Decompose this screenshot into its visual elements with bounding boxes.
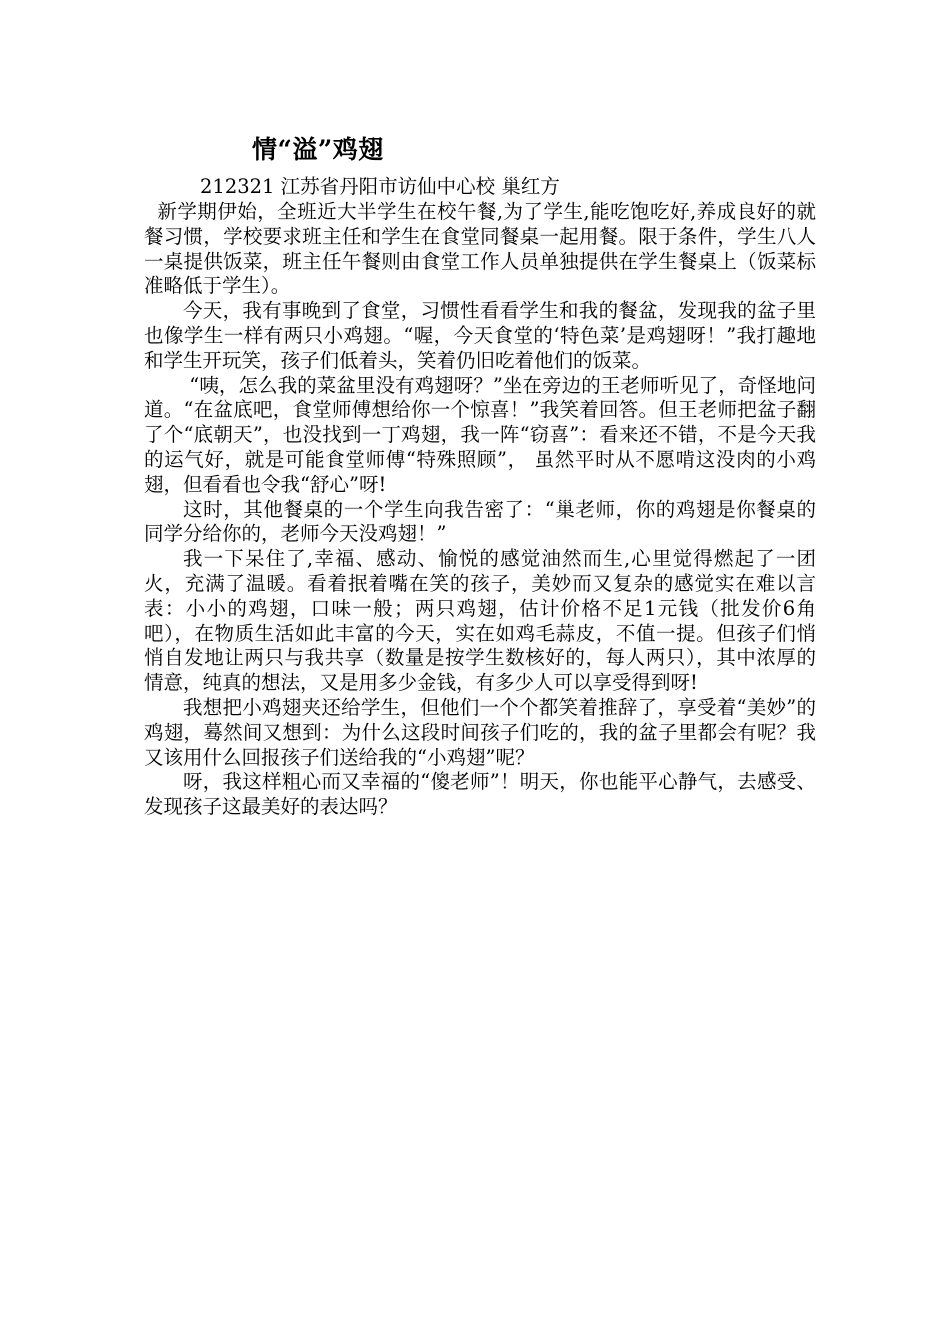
paragraph: 我想把小鸡翅夹还给学生，但他们一个个都笑着推辞了，享受着“美妙”的鸡翅，蓦然间又想到：为什么这段时间孩子们吃的，我的盆子里都会有呢？我又该用什么回报孩子们送给我的“小鸡翅”呢？ [144, 695, 816, 769]
paragraph: 我一下呆住了,幸福、感动、愉悦的感觉油然而生,心里觉得燃起了一团火，充满了温暖。看着抿着嘴在笑的孩子，美妙而又复杂的感觉实在难以言表：小小的鸡翅，口味一般；两只鸡翅，估计价格不足1元钱（批发价6角吧），在物质生活如此丰富的今天，实在如鸡毛蒜皮，不值一提。但孩子们悄悄自发地让两只与我共享（数量是按学生数核好的，每人两只），其中浓厚的情意，纯真的想法，又是用多少金钱，有多少人可以享受得到呀! [144, 547, 816, 695]
author-byline: 212321 江苏省丹阳市访仙中心校 巢红方 [200, 175, 560, 198]
paragraph: 今天，我有事晚到了食堂，习惯性看看学生和我的餐盆，发现我的盆子里也像学生一样有两只小鸡翅。“喔，今天食堂的‘特色菜’是鸡翅呀！”我打趣地和学生开玩笑，孩子们低着头，笑着仍旧吃着他们的饭菜。 [144, 299, 816, 372]
paragraph: “咦，怎么我的菜盆里没有鸡翅呀？”坐在旁边的王老师听见了，奇怪地问道。“在盆底吧，食堂师傅想给你一个惊喜！”我笑着回答。但王老师把盆子翻了个“底朝天”，也没找到一丁鸡翅，我一阵“窃喜”：看来还不错，不是今天我的运气好，就是可能食堂师傅“特殊照顾”， 虽然平时从不愿啃这没肉的小鸡翅，但看看也令我“舒心”呀! [144, 373, 816, 496]
article-title: 情“溢”鸡翅 [252, 135, 384, 164]
paragraph: 这时，其他餐桌的一个学生向我告密了：“巢老师，你的鸡翅是你餐桌的同学分给你的，老师今天没鸡翅！” [144, 497, 816, 546]
paragraph: 呀，我这样粗心而又幸福的“傻老师”！明天，你也能平心静气，去感受、发现孩子这最美好的表达吗？ [144, 770, 816, 819]
paragraph: 新学期伊始，全班近大半学生在校午餐,为了学生,能吃饱吃好,养成良好的就餐习惯，学校要求班主任和学生在食堂同餐桌一起用餐。限于条件，学生八人一桌提供饭菜，班主任午餐则由食堂工作人员单独提供在学生餐桌上（饭菜标准略低于学生）。 [144, 200, 816, 298]
article-body [144, 200, 816, 820]
